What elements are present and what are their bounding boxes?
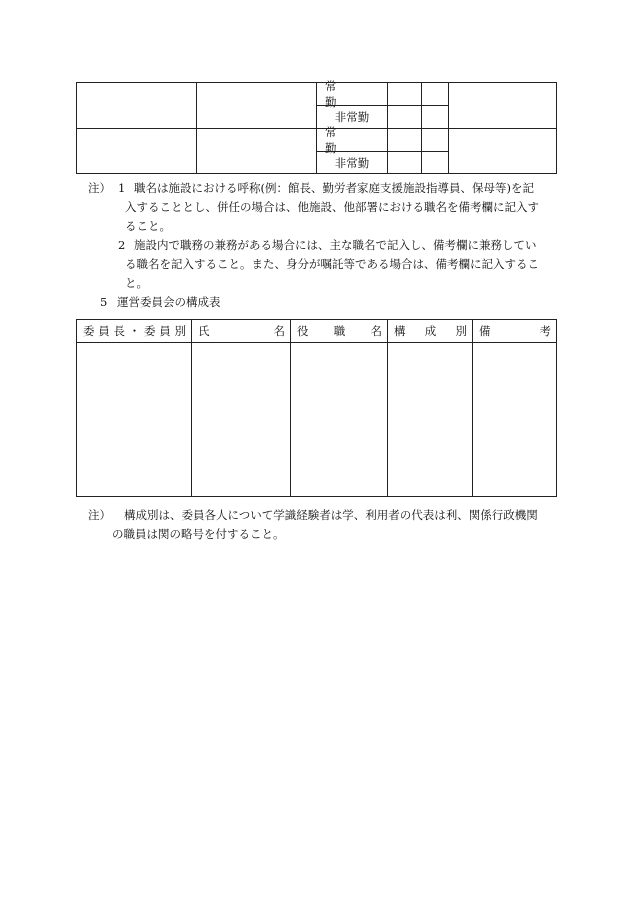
count-cell — [387, 128, 422, 152]
employment-parttime-label — [316, 151, 388, 174]
count-cell — [387, 82, 422, 106]
header-char: 考 — [539, 324, 551, 338]
header-char: 成 — [424, 324, 437, 338]
header-char: 委 — [144, 324, 156, 338]
count-cell — [387, 151, 422, 174]
job-title-column — [290, 342, 388, 497]
note-text: 入することとし、併任の場合は、他施設、他部署における職名を備考欄に記入す — [125, 200, 539, 214]
header-char: 備 — [479, 324, 491, 338]
note-number: 2 — [118, 238, 126, 252]
header-char: 委 — [83, 324, 95, 338]
staff-name-cell — [76, 128, 197, 174]
header-char: 構 — [394, 324, 406, 338]
member-type-column — [76, 342, 192, 497]
count-cell — [421, 151, 449, 174]
note-text: 施設内で職務の兼務がある場合には、主な職名で記入し、備考欄に兼務してい — [134, 238, 537, 252]
section-number: 5 — [100, 295, 108, 309]
section-title: 運営委員会の構成表 — [117, 295, 221, 309]
note-text: ること。 — [125, 219, 171, 233]
header-char: 氏 — [198, 324, 210, 338]
employment-label-text: 常 勤 — [325, 125, 368, 155]
header-char: 別 — [174, 324, 186, 338]
staff-table — [76, 79, 557, 174]
header-remarks — [472, 319, 557, 343]
header-char: 長 — [113, 324, 125, 338]
composition-column — [387, 342, 473, 497]
count-cell — [421, 128, 449, 152]
employment-label-text: 非常勤 — [334, 155, 370, 170]
header-job-title — [290, 319, 388, 343]
count-cell — [421, 105, 449, 129]
header-member-type — [76, 319, 192, 343]
header-char: 員 — [98, 324, 110, 338]
note-prefix: 注） — [88, 508, 111, 522]
note-number: 1 — [118, 181, 126, 195]
count-cell — [421, 82, 449, 106]
header-char: 役 — [297, 324, 309, 338]
note-text: 構成別は、委員各人について学識経験者は学、利用者の代表は利、関係行政機関 — [124, 508, 538, 522]
header-char: 名 — [273, 324, 285, 338]
header-char: 別 — [455, 324, 467, 338]
header-char: 名 — [370, 324, 382, 338]
header-char: 員 — [159, 324, 171, 338]
remarks-column — [472, 342, 557, 497]
header-char: 職 — [333, 324, 346, 338]
header-name — [191, 319, 291, 343]
note-text: の職員は関の略号を付すること。 — [112, 527, 285, 541]
staff-position-cell — [196, 128, 317, 174]
employment-fulltime-label — [316, 79, 388, 109]
header-composition — [387, 319, 473, 343]
committee-table — [76, 319, 557, 497]
count-cell — [387, 105, 422, 129]
name-column — [191, 342, 291, 497]
note-text: 職名は施設における呼称(例：館長、勤労者家庭支援施設指導員、保母等)を記 — [134, 181, 534, 195]
employment-fulltime-label — [316, 125, 388, 155]
note-text: る職名を記入すること。また、身分が嘱託等である場合は、備考欄に記入するこ — [125, 257, 539, 271]
note-prefix: 注） — [88, 181, 111, 195]
employment-label-text: 常 勤 — [325, 79, 368, 109]
staff-name-cell — [76, 82, 197, 129]
note-text: と。 — [125, 276, 148, 290]
remarks-cell — [448, 128, 557, 174]
employment-label-text: 非常勤 — [334, 110, 370, 124]
staff-position-cell — [196, 82, 317, 129]
header-char: ・ — [128, 324, 141, 338]
remarks-cell — [448, 82, 557, 129]
